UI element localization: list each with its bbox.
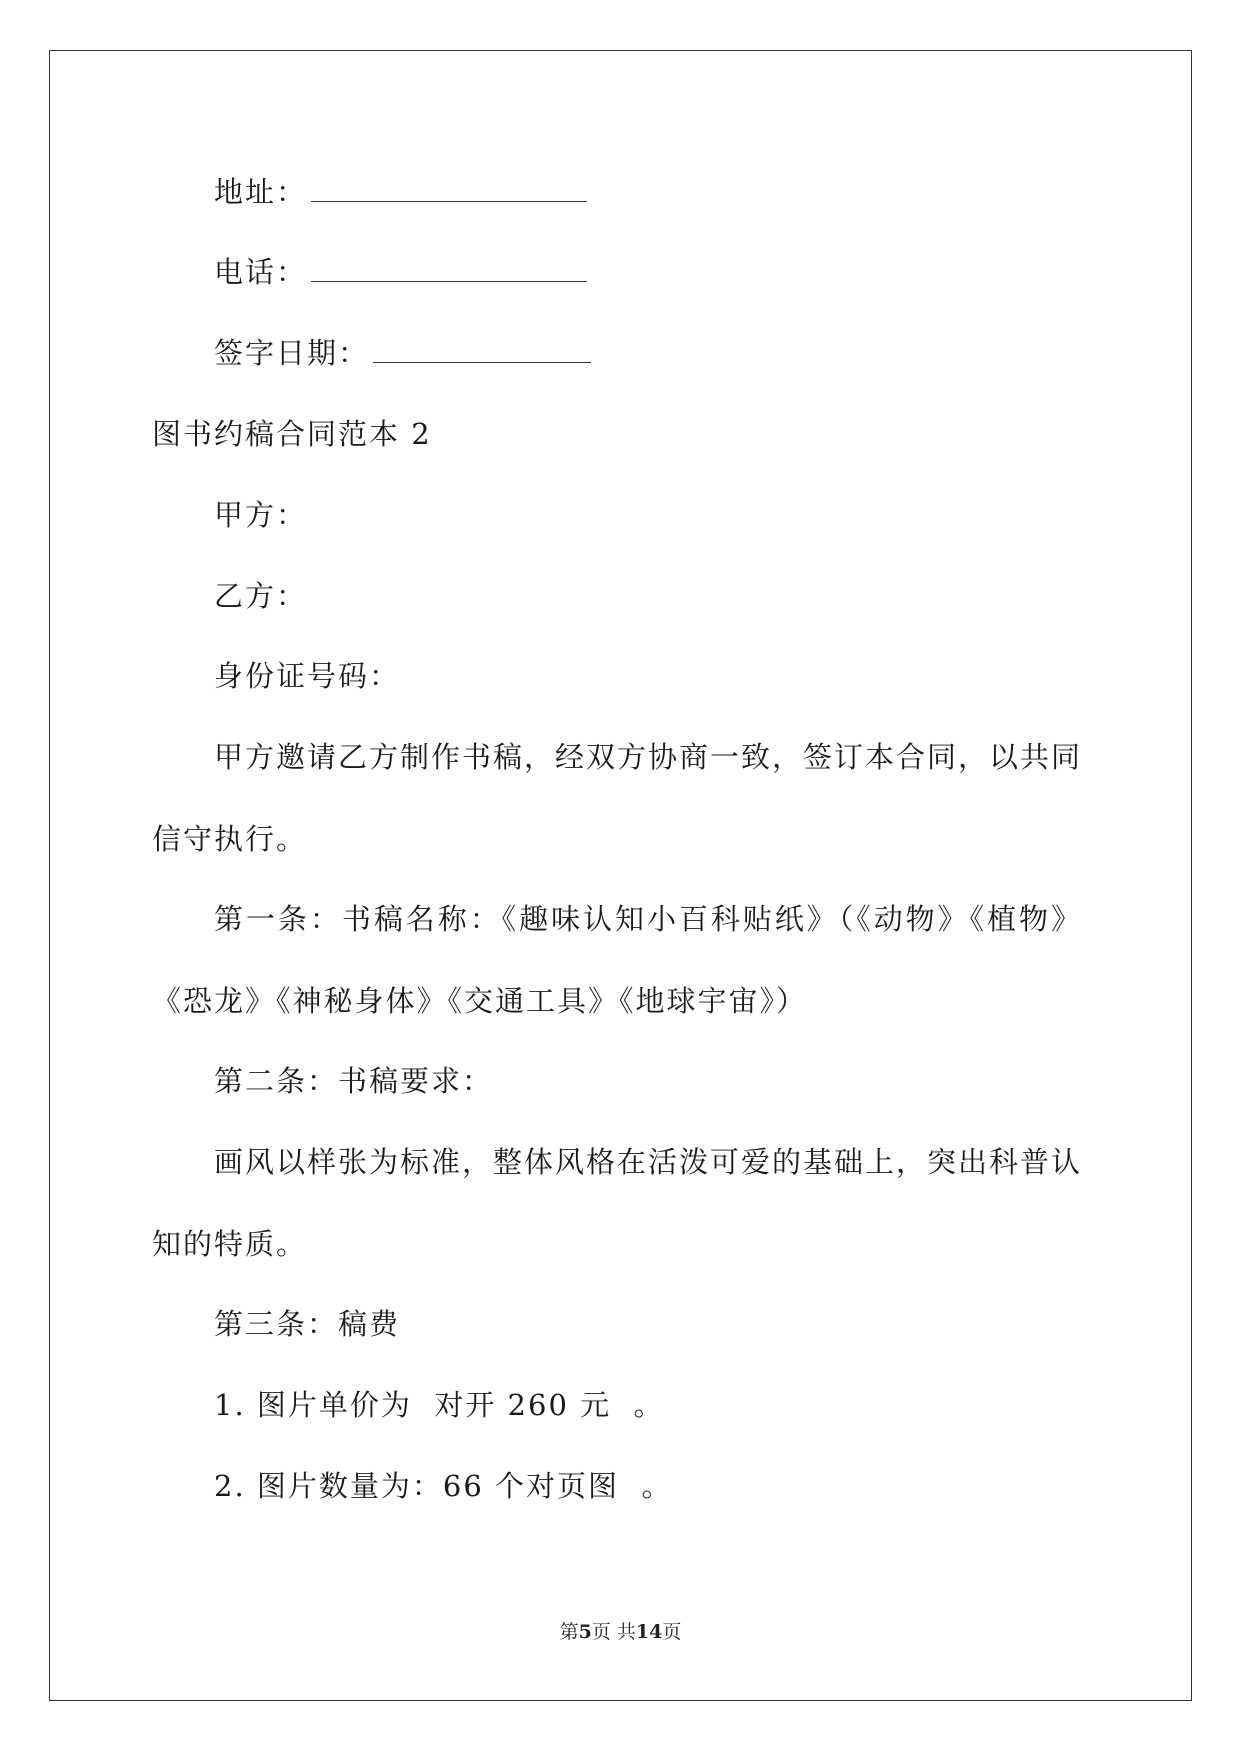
address-blank [311,175,587,202]
article-1: 第一条：书稿名称：《趣味认知小百科贴纸》（《动物》《植物》《恐龙》《神秘身体》《交通工具》《地球宇宙》） [152,902,1082,1018]
footer-page-prefix: 第 [559,1621,579,1643]
item-2: 2. 图片数量为：66 个对页图 。 [214,1469,673,1503]
intro-paragraph: 甲方邀请乙方制作书稿，经双方协商一致，签订本合同，以共同信守执行。 [152,740,1083,856]
party-b: 乙方： [214,579,308,613]
article-2: 第二条：书稿要求： [214,1064,494,1098]
phone-blank [311,255,587,282]
footer-page-number: 5 [578,1621,592,1643]
footer-page-suffix: 页 [662,1621,682,1643]
page-footer [0,1617,1241,1644]
address-line [214,172,587,212]
style-paragraph: 画风以样张为标准，整体风格在活泼可爱的基础上，突出科普认知的特质。 [152,1145,1083,1261]
address-label: 地址： [214,175,308,209]
party-a: 甲方： [214,498,308,532]
sign-date-label: 签字日期： [214,336,370,370]
id-number: 身份证号码： [214,659,401,693]
phone-line [214,252,587,292]
footer-page-mid: 页 共 [591,1621,636,1643]
sign-date-line [214,333,591,373]
phone-label: 电话： [214,255,308,289]
item-1: 1. 图片单价为 对开 260 元 。 [214,1388,665,1422]
footer-total-pages: 14 [635,1621,663,1643]
article-3: 第三条：稿费 [214,1307,401,1341]
sign-date-blank [373,336,591,363]
section-title: 图书约稿合同范本 2 [152,417,432,451]
